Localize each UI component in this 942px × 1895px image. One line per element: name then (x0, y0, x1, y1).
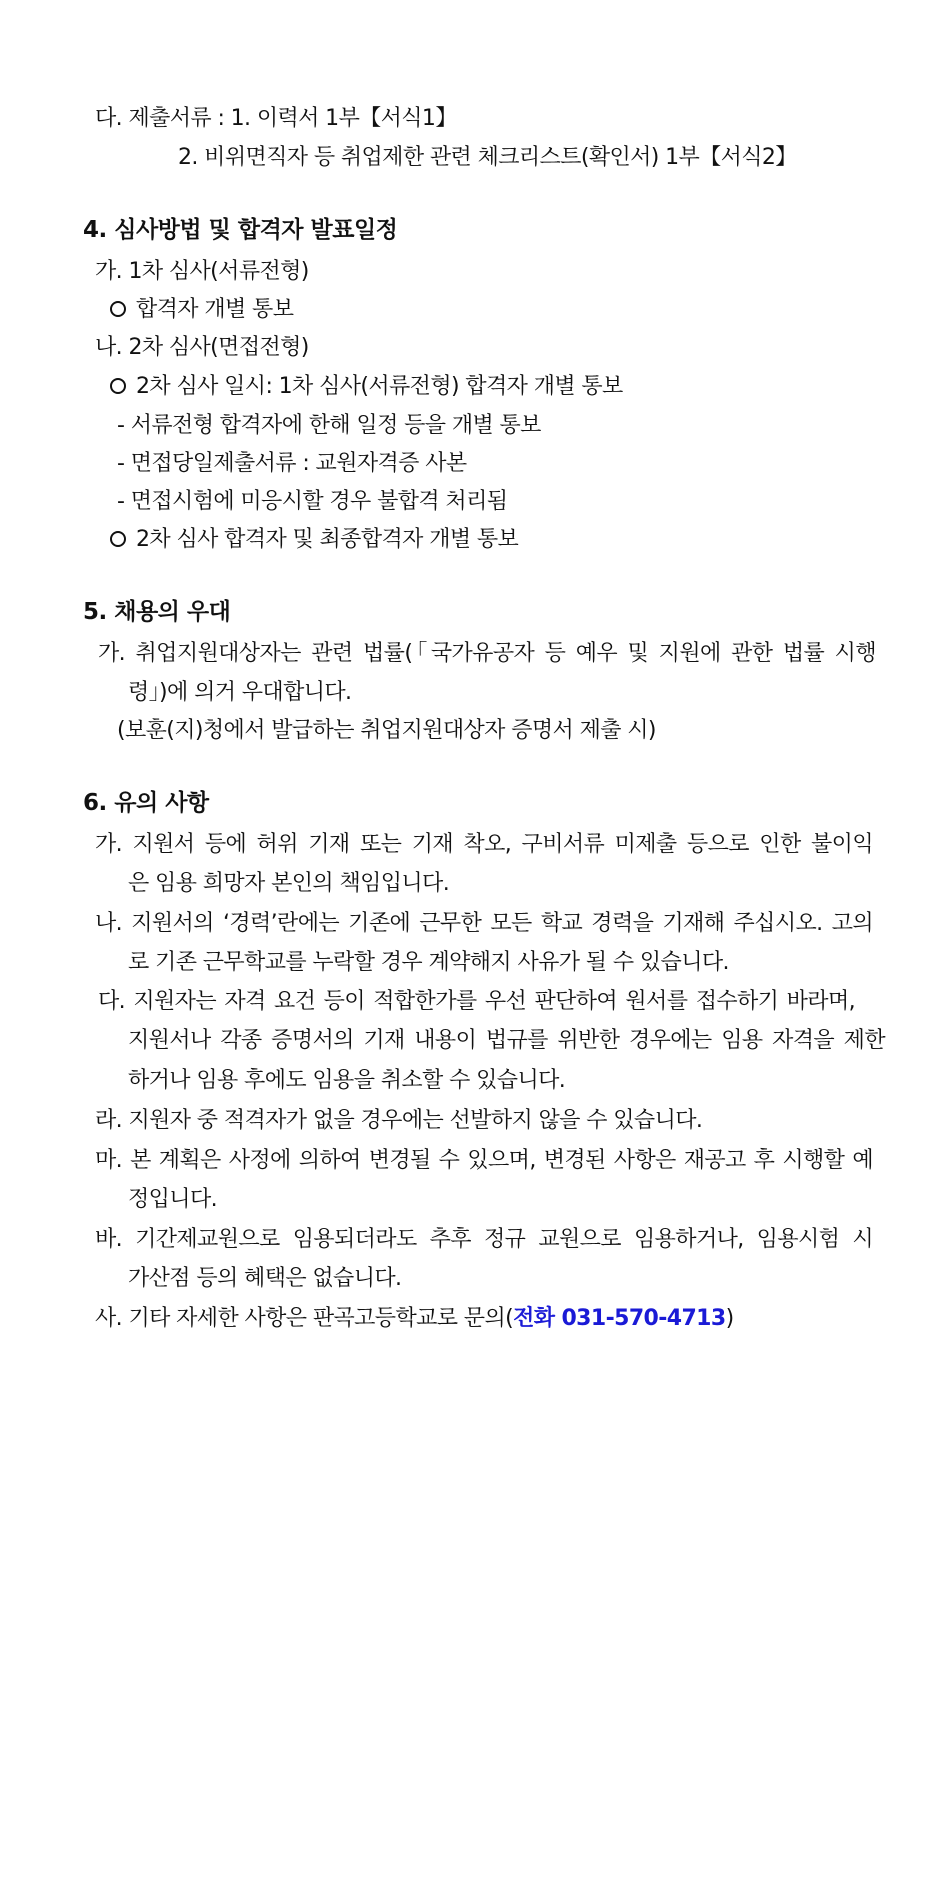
section6-item-a-line1: 가. 지원서 등에 허위 기재 또는 기재 착오, 구비서류 미제출 등으로 인한 불이익 (95, 832, 873, 857)
section6-title: 6. 유의 사항 (83, 790, 209, 816)
section6-item-f-line1: 바. 기간제교원으로 임용되더라도 추후 정규 교원으로 임용하거나, 임용시험 시 (95, 1227, 873, 1252)
section4-second-round-item1-text: 2차 심사 일시: 1차 심사(서류전형) 합격자 개별 통보 (136, 374, 623, 399)
section4-second-round-item2-text: 2차 심사 합격자 및 최종합격자 개별 통보 (136, 527, 519, 552)
section4-second-round: 나. 2차 심사(면접전형) (95, 335, 309, 360)
section6-item-g-suffix: ) (725, 1306, 734, 1331)
section5-item-a-line2: 령」)에 의거 우대합니다. (128, 680, 352, 705)
circle-bullet-icon (110, 378, 126, 394)
section6-item-c-line2: 지원서나 각종 증명서의 기재 내용이 법규를 위반한 경우에는 임용 자격을 제한 (128, 1028, 885, 1053)
section6-item-c-line3: 하거나 임용 후에도 임용을 취소할 수 있습니다. (128, 1068, 566, 1093)
section6-item-a-line2: 은 임용 희망자 본인의 책임입니다. (128, 871, 450, 896)
circle-bullet-icon (110, 301, 126, 317)
section4-second-round-sub2: - 면접당일제출서류 : 교원자격증 사본 (117, 451, 467, 476)
submission-docs-line2: 2. 비위면직자 등 취업제한 관련 체크리스트(확인서) 1부【서식2】 (178, 145, 797, 170)
section4-second-round-item1 (110, 372, 623, 402)
section6-item-e-line1: 마. 본 계획은 사정에 의하여 변경될 수 있으며, 변경된 사항은 재공고 후 시행할 예 (95, 1148, 873, 1173)
section6-item-f-line2: 가산점 등의 혜택은 없습니다. (128, 1266, 402, 1291)
contact-phone-link[interactable]: 전화 031-570-4713 (513, 1306, 726, 1331)
section5-title: 5. 채용의 우대 (83, 599, 231, 625)
section4-second-round-sub3: - 면접시험에 미응시할 경우 불합격 처리됨 (117, 489, 508, 514)
submission-docs-line1: 다. 제출서류 : 1. 이력서 1부【서식1】 (95, 106, 457, 131)
circle-bullet-icon (110, 531, 126, 547)
section5-item-a-note: (보훈(지)청에서 발급하는 취업지원대상자 증명서 제출 시) (117, 718, 656, 743)
section5-item-a-line1: 가. 취업지원대상자는 관련 법률(「국가유공자 등 예우 및 지원에 관한 법률 시행 (98, 641, 876, 666)
section4-first-round: 가. 1차 심사(서류전형) (95, 259, 309, 284)
section4-first-round-item-text: 합격자 개별 통보 (136, 297, 294, 322)
section4-second-round-item2 (110, 525, 518, 555)
section4-title: 4. 심사방법 및 합격자 발표일정 (83, 217, 398, 243)
section6-item-g-prefix: 사. 기타 자세한 사항은 판곡고등학교로 문의( (95, 1306, 514, 1331)
section6-item-b-line1: 나. 지원서의 ‘경력’란에는 기존에 근무한 모든 학교 경력을 기재해 주십시오. 고의 (95, 911, 873, 936)
section4-first-round-item (110, 295, 293, 325)
section4-second-round-sub1: - 서류전형 합격자에 한해 일정 등을 개별 통보 (117, 413, 541, 438)
section6-item-g (95, 1304, 734, 1334)
section6-item-d: 라. 지원자 중 적격자가 없을 경우에는 선발하지 않을 수 있습니다. (95, 1108, 703, 1133)
section6-item-b-line2: 로 기존 근무학교를 누락할 경우 계약해지 사유가 될 수 있습니다. (128, 950, 729, 975)
section6-item-e-line2: 정입니다. (128, 1187, 218, 1212)
section6-item-c-line1: 다. 지원자는 자격 요건 등이 적합한가를 우선 판단하여 원서를 접수하기 바라며, (98, 989, 855, 1014)
